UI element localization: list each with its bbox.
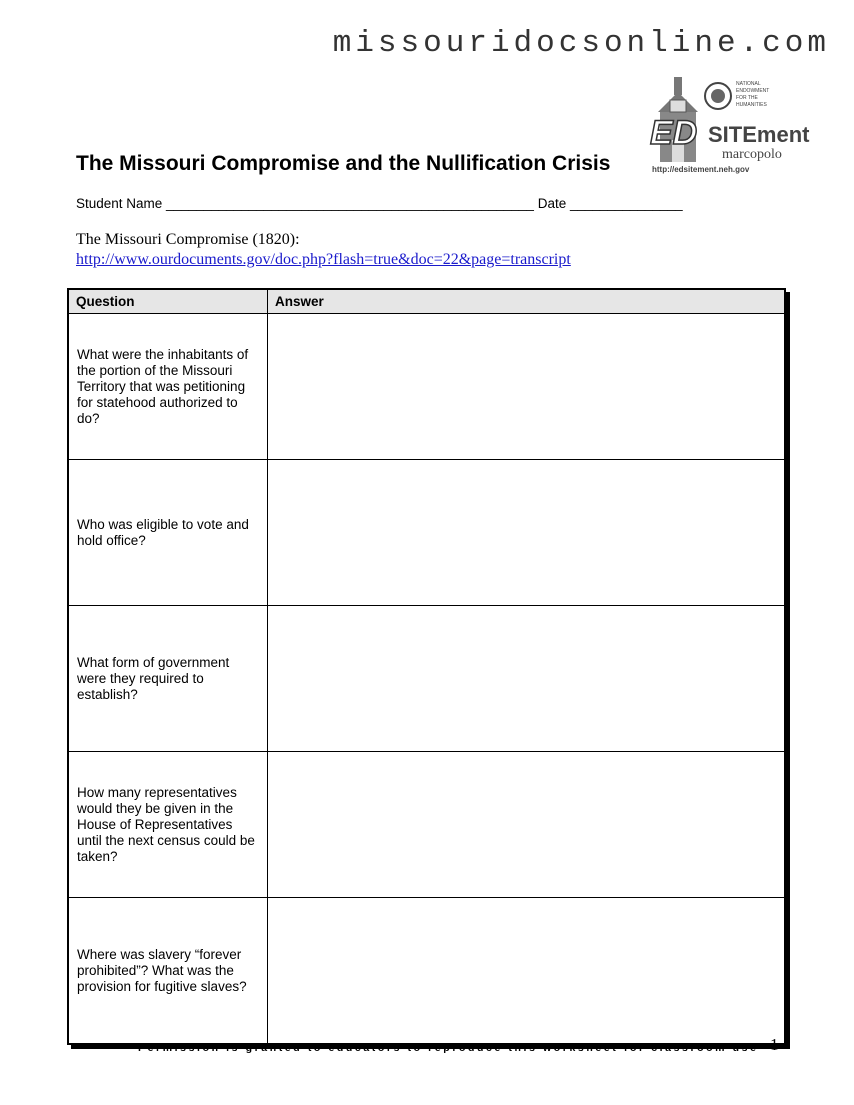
question-text: How many representatives would they be given in the House of Representatives until the next census could be taken? (77, 784, 255, 864)
neh-line-2: ENDOWMENT (736, 88, 770, 94)
answer-cell[interactable] (268, 606, 785, 752)
question-text: Who was eligible to vote and hold office? (77, 516, 249, 548)
table-row (69, 314, 785, 460)
neh-line-1: NATIONAL (736, 81, 761, 87)
table-header-row (69, 290, 785, 314)
answer-column-header: Answer (268, 290, 785, 314)
logo-marcopolo-text: marcopolo (722, 147, 782, 162)
answer-cell[interactable] (268, 314, 785, 460)
question-cell (69, 460, 268, 606)
answer-cell[interactable] (268, 898, 785, 1044)
answer-cell[interactable] (268, 460, 785, 606)
question-cell (69, 606, 268, 752)
edsitement-logo-graphic (648, 72, 810, 177)
logo-sitement-text: SITEment (708, 122, 810, 147)
page-number: 1 (770, 1035, 779, 1054)
table-row (69, 460, 785, 606)
answer-cell[interactable] (268, 752, 785, 898)
logo-ed-text: ED (650, 114, 698, 152)
site-header: missouridocsonline.com (332, 26, 830, 61)
question-text: Where was slavery “forever prohibited”? What was the provision for fugitive slaves? (77, 946, 247, 994)
question-column-header: Question (69, 290, 268, 314)
question-text: What were the inhabitants of the portion of the Missouri Territory that was petitioning for statehood authorized to do? (77, 346, 249, 426)
logo-url-text: http://edsitement.neh.gov (652, 165, 750, 174)
question-answer-table (67, 288, 786, 1045)
permission-note: Permission is granted to educators to reproduce this worksheet for classroom use (138, 1042, 759, 1054)
neh-line-4: HUMANITIES (736, 102, 767, 108)
source-link[interactable]: http://www.ourdocuments.gov/doc.php?flash=true&doc=22&page=transcript (76, 251, 571, 268)
source-title: The Missouri Compromise (1820): (76, 231, 300, 248)
table-row (69, 898, 785, 1044)
student-name-date-line[interactable]: Student Name _________________________________________________ Date _______________ (76, 196, 683, 211)
neh-line-3: FOR THE (736, 95, 758, 101)
table-row (69, 752, 785, 898)
page-title: The Missouri Compromise and the Nullification Crisis (76, 152, 611, 175)
edsitement-logo (648, 72, 810, 177)
question-cell (69, 314, 268, 460)
question-cell (69, 898, 268, 1044)
question-text: What form of government were they required to establish? (77, 654, 230, 702)
question-cell (69, 752, 268, 898)
table-row (69, 606, 785, 752)
